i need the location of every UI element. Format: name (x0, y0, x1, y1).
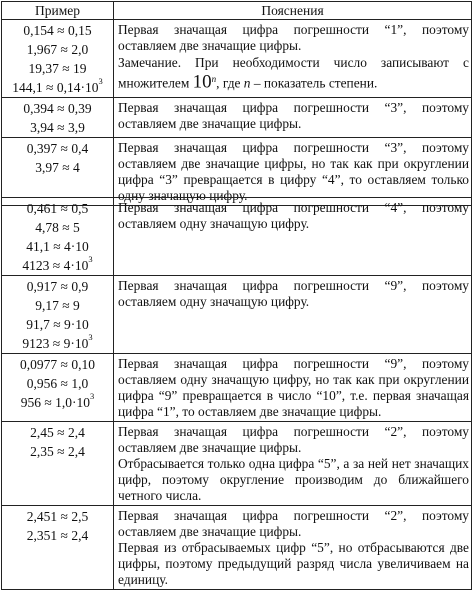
example-line: 19,37 ≈ 19 (28, 61, 87, 76)
header-examples: Пример (2, 2, 114, 20)
example-line: 2,45 ≈ 2,4 (30, 425, 85, 440)
table-row (2, 98, 472, 138)
table-header-row (2, 2, 472, 20)
explanation-cell (114, 276, 472, 354)
rounding-table-part-1 (1, 1, 472, 206)
table-row (2, 20, 472, 98)
example-line: 4,78 ≈ 5 (35, 220, 80, 235)
example-text: 9123 ≈ 9·10 (22, 336, 89, 351)
example-line (2, 78, 113, 97)
header-explanations: Пояснения (114, 2, 472, 20)
example-line: 0,154 ≈ 0,15 (23, 23, 92, 38)
examples-cell (2, 138, 114, 206)
explanation-cell (114, 422, 472, 506)
examples-cell (2, 506, 114, 590)
explanation-text: Первая значащая цифра погрешности “3”, поэтому оставляем две значащие цифры. (118, 100, 469, 131)
explanation-cell (114, 506, 472, 590)
examples-cell (2, 20, 114, 98)
explanation-text: Первая значащая цифра погрешности “9”, поэтому оставляем одну значащую цифру, но так как при округлении цифра “9” превращается в число “10”, т.е. первая значащая цифра “1”, то оставляем две значащие цифры. (118, 356, 469, 419)
exponent: 3 (88, 254, 93, 264)
example-line: 3,97 ≈ 4 (35, 160, 80, 175)
example-line (2, 256, 113, 275)
remark-part: , где (216, 75, 244, 91)
example-line: 3,94 ≈ 3,9 (30, 120, 85, 135)
example-text: 144,1 ≈ 0,14·10 (12, 80, 99, 95)
example-line (2, 334, 113, 353)
example-line: 0,461 ≈ 0,5 (26, 201, 89, 216)
examples-cell (2, 198, 114, 276)
explanation-cell (114, 198, 472, 276)
explanation-cell (114, 98, 472, 138)
examples-cell (2, 98, 114, 138)
table-row (2, 138, 472, 206)
example-line: 41,1 ≈ 4·10 (26, 239, 89, 254)
example-line: 0,0977 ≈ 0,10 (20, 357, 95, 372)
example-text: 956 ≈ 1,0·10 (20, 395, 91, 410)
exponent: 3 (88, 332, 93, 342)
table-row (2, 422, 472, 506)
explanation-text: Первая значащая цифра погрешности “3”, поэтому оставляем две значащие цифры, но так как при округлении цифра “3” превращается в цифру “4”, то оставляем только одну значащую цифру. (118, 140, 469, 203)
remark-part: Замечание. При необходимости число записывают с множителем (118, 55, 469, 91)
examples-cell (2, 354, 114, 422)
exponent: 3 (90, 391, 95, 401)
table-row (2, 506, 472, 590)
remark-var: n (243, 75, 251, 91)
example-line: 2,35 ≈ 2,4 (30, 444, 85, 459)
remark-part: – показатель степени. (250, 75, 378, 91)
power-base: 10 (192, 71, 212, 93)
example-text: 4123 ≈ 4·10 (22, 258, 89, 273)
example-line (2, 393, 113, 412)
example-line: 91,7 ≈ 9·10 (26, 317, 89, 332)
example-line: 9,17 ≈ 9 (35, 298, 80, 313)
example-line: 0,956 ≈ 1,0 (26, 376, 89, 391)
explanation-text: Отбрасывается только одна цифра “5”, а за ней нет значащих цифр, поэтому округление производим до ближайшего четного числа. (118, 456, 469, 503)
examples-cell (2, 422, 114, 506)
example-line: 0,397 ≈ 0,4 (26, 141, 89, 156)
example-line: 2,451 ≈ 2,5 (26, 509, 89, 524)
example-line: 2,351 ≈ 2,4 (26, 528, 89, 543)
explanation-text: Первая значащая цифра погрешности “2”, поэтому оставляем две значащие цифры. (118, 508, 469, 539)
example-line: 0,394 ≈ 0,39 (23, 101, 92, 116)
explanation-text: Первая из отбрасываемых цифр “5”, но отбрасываются две цифры, поэтому предыдущий разряд числа увеличиваем на единицу. (118, 540, 469, 587)
explanation-text: Первая значащая цифра погрешности “9”, поэтому оставляем одну значащую цифру. (118, 278, 469, 309)
explanation-text: Первая значащая цифра погрешности “1”, поэтому оставляем две значащие цифры. (118, 22, 469, 53)
example-line: 0,917 ≈ 0,9 (26, 279, 89, 294)
table-row (2, 276, 472, 354)
table-row (2, 354, 472, 422)
example-line: 1,967 ≈ 2,0 (26, 42, 89, 57)
remark-text (118, 55, 469, 91)
rounding-table-part-2 (1, 197, 472, 590)
exponent: 3 (98, 76, 103, 86)
explanation-cell (114, 20, 472, 98)
explanation-cell (114, 138, 472, 206)
explanation-text: Первая значащая цифра погрешности “4”, поэтому оставляем одну значащую цифру. (118, 200, 469, 231)
explanation-cell (114, 354, 472, 422)
table-row (2, 198, 472, 276)
examples-cell (2, 276, 114, 354)
power-exponent-var: n (211, 74, 217, 84)
explanation-text: Первая значащая цифра погрешности “2”, поэтому оставляем две значащие цифры. (118, 424, 469, 455)
